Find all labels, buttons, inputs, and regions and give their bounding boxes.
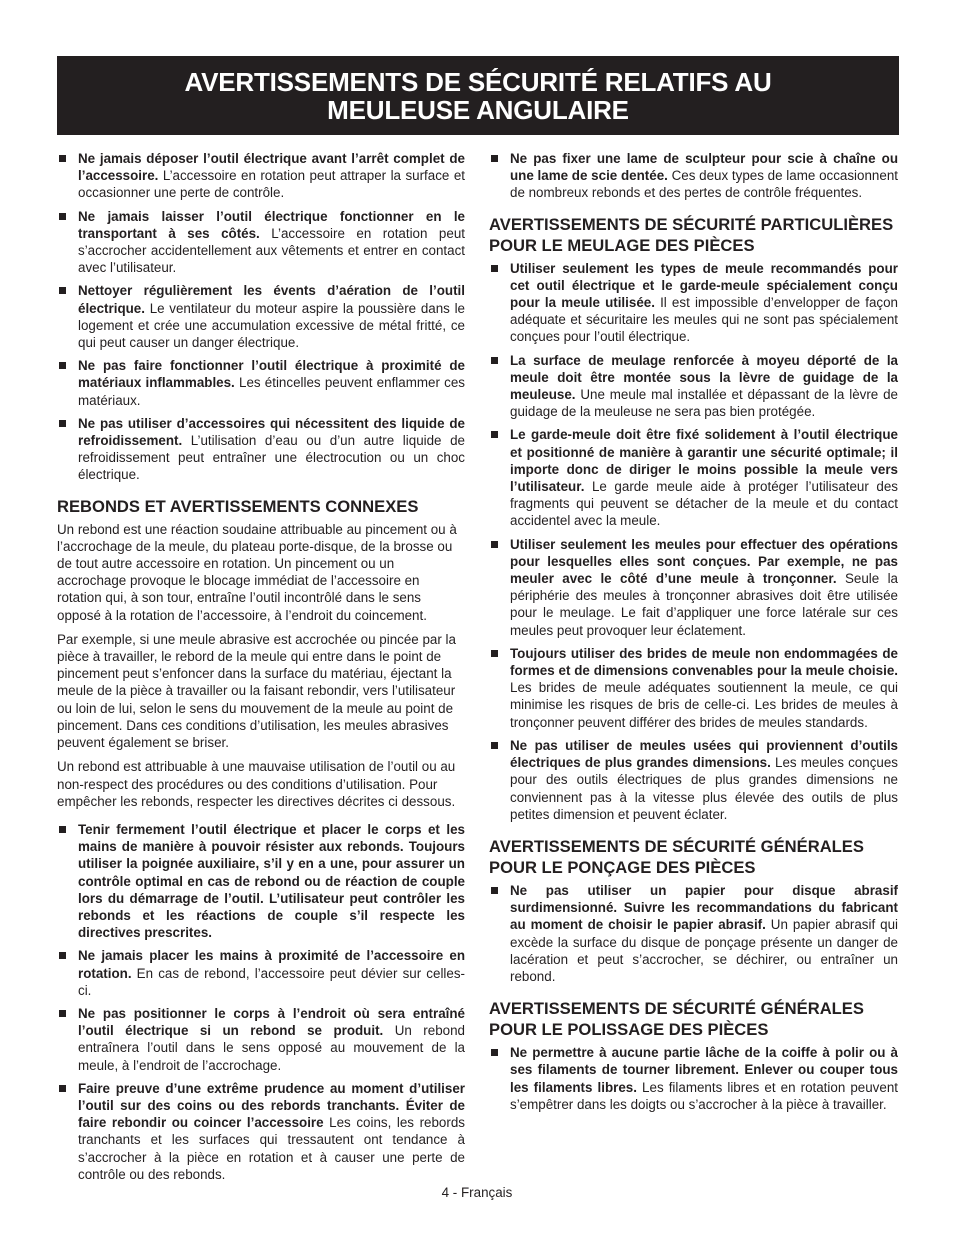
square-bullet-icon [59, 287, 66, 294]
warning-bold-text: Utiliser seulement les types de meule recommandés pour cet outil électrique et le garde-meule spécialement conçu pour la meule utilisée. [510, 260, 898, 311]
warning-bold-text: Faire preuve d’une extrême prudence au moment d’utiliser l’outil sur des coins ou des rebords tranchants. Éviter de faire rebondir ou coincer l’accessoire [78, 1080, 465, 1131]
square-bullet-icon [59, 1010, 66, 1017]
square-bullet-icon [59, 952, 66, 959]
warning-bullet-item [489, 645, 898, 731]
square-bullet-icon [59, 826, 66, 833]
warning-bullet-item [57, 415, 465, 484]
warning-bullet-item [57, 1080, 465, 1183]
sanding-warning-list [489, 882, 898, 985]
warning-body-text: Les étincelles peuvent enflammer ces matériaux. [78, 375, 465, 408]
blade-warning-list [489, 150, 898, 202]
page-title-banner [57, 56, 899, 135]
warning-bullet-item [57, 282, 465, 351]
kickback-paragraph: Par exemple, si une meule abrasive est accrochée ou pincée par la pièce à travailler, le rebord de la meule qui entre dans le point de pincement peut s’enfoncer dans la surface du matériau, éjectant la meule de la pièce à travailler ou la faisant rebondir, vers l’utilisateur ou loin de lui, selon le sens du mouvement de la meule au point de pincement. Dans ces conditions d’utilisation, les meules abrasives peuvent également se briser. [57, 631, 456, 751]
right-column [489, 150, 898, 1119]
warning-bold-text: Ne pas utiliser d’accessoires qui nécessitent des liquide de refroidissement. [78, 415, 465, 449]
warning-bullet-item [489, 1044, 898, 1113]
warning-bullet-item [489, 426, 898, 529]
kickback-warning-list [57, 821, 465, 1183]
square-bullet-icon [491, 650, 498, 657]
warning-bold-text: Le garde-meule doit être fixé solidement à l’outil électrique et positionné de manière à garantir une sécurité optimale; il importe donc de diriger le moins possible la meule vers l’utilisateur. [510, 427, 898, 495]
square-bullet-icon [491, 742, 498, 749]
kickback-paragraph: Un rebond est une réaction soudaine attribuable au pincement ou à l’accrochage de la meule, du plateau porte-disque, de la brosse ou de tout autre accessoire en rotation. Un pincement ou un accrochage provoque le blocage immédiat de l’accessoire en rotation qui, à son tour, entraîne l’outil incontrôlé dans le sens opposé à la rotation de l’accessoire, à l’endroit du coincement. [57, 521, 457, 623]
square-bullet-icon [491, 431, 498, 438]
square-bullet-icon [491, 155, 498, 162]
warning-bold-text: Ne jamais laisser l’outil électrique fonctionner en le transportant à ses côtés. [78, 208, 465, 241]
polishing-heading: AVERTISSEMENTS DE SÉCURITÉ GÉNÉRALES POUR LE POLISSAGE DES PIÈCES [489, 999, 864, 1040]
page-title-line-1: AVERTISSEMENTS DE SÉCURITÉ RELATIFS AU [184, 66, 772, 97]
square-bullet-icon [59, 420, 66, 427]
square-bullet-icon [491, 887, 498, 894]
warning-bold-text: Toujours utiliser des brides de meule non endommagées de formes et de dimensions convenables pour la meule choisie. [510, 645, 898, 679]
square-bullet-icon [59, 1085, 66, 1092]
warning-bullet-item [489, 352, 898, 421]
warning-bold-text: Ne pas faire fonctionner l’outil électrique à proximité de matériaux inflammables. [78, 358, 465, 391]
warning-bullet-item [57, 947, 465, 999]
grinding-warning-list [489, 260, 898, 823]
warning-bold-text: Ne pas utiliser de meules usées qui proviennent d’outils électriques de plus grandes dimensions. [510, 737, 898, 771]
square-bullet-icon [491, 541, 498, 548]
kickback-paragraph: Un rebond est attribuable à une mauvaise utilisation de l’outil ou au non-respect des procédures ou des conditions d’utilisation. Pour empêcher les rebonds, respecter les directives décrites ci dessous. [57, 759, 456, 809]
warning-bullet-item [489, 260, 898, 346]
warning-body-text: Le ventilateur du moteur aspire la poussière dans le logement et crée une accumulation excessive de métal fritté, ce qui peut causer un danger électrique. [78, 300, 465, 351]
warning-bullet-item [57, 150, 465, 202]
warning-body-text: Les brides de meule adéquates soutiennent la meule, ce qui minimise les risques de bris de celle-ci. Les brides de meules à tronçonner peuvent différer des brides de meules standards. [510, 680, 898, 730]
warning-bullet-item [489, 737, 898, 823]
warning-bullet-item [489, 150, 898, 202]
page-number: 4 - Français [441, 1185, 513, 1200]
warning-bold-text: Ne permettre à aucune partie lâche de la coiffe à polir ou à ses filaments de tourner librement. Enlever ou couper tous les filaments libres. [510, 1045, 898, 1095]
warning-body-text: Les filaments libres et en rotation peuvent s’empêtrer dans les doigts ou s’accrocher à la pièce à travailler. [510, 1079, 898, 1112]
warning-body-text: En cas de rebond, l’accessoire peut dévier sur celles-ci. [78, 965, 465, 998]
warning-body-text: Les coins, les rebords tranchants et les surfaces qui tressautent ont tendance à s’accrocher à la pièce en rotation et à causer une perte de contrôle ou des rebonds. [78, 1115, 465, 1182]
warning-bold-text: Nettoyer régulièrement les évents d’aération de l’outil électrique. [78, 283, 465, 316]
warning-body-text: Une meule mal installée et dépassant de la lèvre de guidage de la meuleuse ne sera pas bien protégée. [510, 387, 898, 420]
polishing-warning-list [489, 1044, 898, 1113]
warning-bullet-item [57, 357, 465, 409]
grinding-heading: AVERTISSEMENTS DE SÉCURITÉ PARTICULIÈRES POUR LE MEULAGE DES PIÈCES [489, 214, 894, 255]
kickback-heading: REBONDS ET AVERTISSEMENTS CONNEXES [57, 496, 419, 516]
square-bullet-icon [59, 155, 66, 162]
warning-bold-text: Ne pas positionner le corps à l’endroit où sera entraîné l’outil électrique si un rebond se produit. [78, 1005, 465, 1039]
warning-bold-text: Ne jamais placer les mains à proximité de l’accessoire en rotation. [78, 948, 465, 981]
warning-body-text: Un rebond entraînera l’outil dans le sens opposé au mouvement de la meule, à l’endroit de l’accrochage. [78, 1023, 465, 1073]
warning-bullet-item [489, 536, 898, 639]
warning-bullet-item [57, 821, 465, 941]
warning-body-text: Les meules conçues pour des outils électriques de plus grandes dimensions ne conviennent pas à la vitesse plus élevée des outils de plus petites dimension et peuvent éclater. [510, 755, 898, 822]
warning-body-text: L’accessoire en rotation peut s’accrocher accidentellement aux vêtements et entrer en contact avec l’utilisateur. [78, 225, 465, 276]
warning-body-text: Ces deux types de lame occasionnent de nombreux rebonds et des pertes de contrôle fréquentes. [510, 168, 898, 201]
warning-bold-text: Ne pas fixer une lame de sculpteur pour scie à chaîne ou une lame de scie dentée. [510, 151, 898, 184]
warning-body-text: Seule la périphérie des meules à tronçonner abrasives doit être utilisée pour le meulage. Le fait d’appliquer une force latérale sur ces meules peut provoquer leur éclatement. [510, 571, 898, 638]
warning-bold-text: La surface de meulage renforcée à moyeu déporté de la meule doit être montée sous la lèvre de guidage de la meuleuse. [510, 352, 898, 403]
square-bullet-icon [491, 357, 498, 364]
warning-body-text: Le garde meule aide à protéger l’utilisateur des fragments qui peuvent se détacher de la meule et du contact accidentel avec la meule. [510, 479, 898, 529]
warning-body-text: Un papier abrasif qui excède la surface du disque de ponçage présente un danger de lacération et peut s’accrocher, se déchirer, ou entraîner un rebond. [510, 917, 898, 984]
warning-bold-text: Tenir fermement l’outil électrique et placer le corps et les mains de manière à pouvoir résister aux rebonds. Toujours utiliser la poignée auxiliaire, s’il y en a une, pour assurer un contrôle optimal en cas de rebond ou de réaction de couple lors du démarrage de l’outil. L’utilisateur peut contrôler les rebonds et les réactions de couple s’il respecte les directives prescrites. [78, 821, 465, 941]
sanding-heading: AVERTISSEMENTS DE SÉCURITÉ GÉNÉRALES POUR LE PONÇAGE DES PIÈCES [489, 836, 864, 877]
square-bullet-icon [59, 213, 66, 220]
square-bullet-icon [491, 1049, 498, 1056]
warning-bold-text: Ne jamais déposer l’outil électrique avant l’arrêt complet de l’accessoire. [78, 151, 465, 184]
warning-body-text: L’utilisation d’eau ou d’un autre liquide de refroidissement peut entraîner une électrocution ou un choc électrique. [78, 433, 465, 483]
left-column [57, 150, 465, 1189]
warning-body-text: Il est impossible d’envelopper de façon adéquate et sécuritaire les meules qui ne sont pas spécialement conçues pour l’outil électrique. [510, 295, 898, 345]
warning-bullet-item [489, 882, 898, 985]
page-title-line-2: MEULEUSE ANGULAIRE [327, 94, 629, 125]
square-bullet-icon [491, 265, 498, 272]
warning-bullet-item [57, 1005, 465, 1074]
warning-bold-text: Ne pas utiliser un papier pour disque abrasif surdimensionné. Suivre les recommandations du fabricant au moment de choisir le papier abrasif. [510, 882, 898, 933]
general-warning-list [57, 150, 465, 484]
square-bullet-icon [59, 362, 66, 369]
warning-body-text: L’accessoire en rotation peut attraper la surface et occasionner une perte de contrôle. [78, 168, 465, 201]
warning-bold-text: Utiliser seulement les meules pour effectuer des opérations pour lesquelles elles sont conçues. Par exemple, ne pas meuler avec le côté d’une meule à tronçonner. [510, 536, 898, 587]
warning-bullet-item [57, 208, 465, 277]
